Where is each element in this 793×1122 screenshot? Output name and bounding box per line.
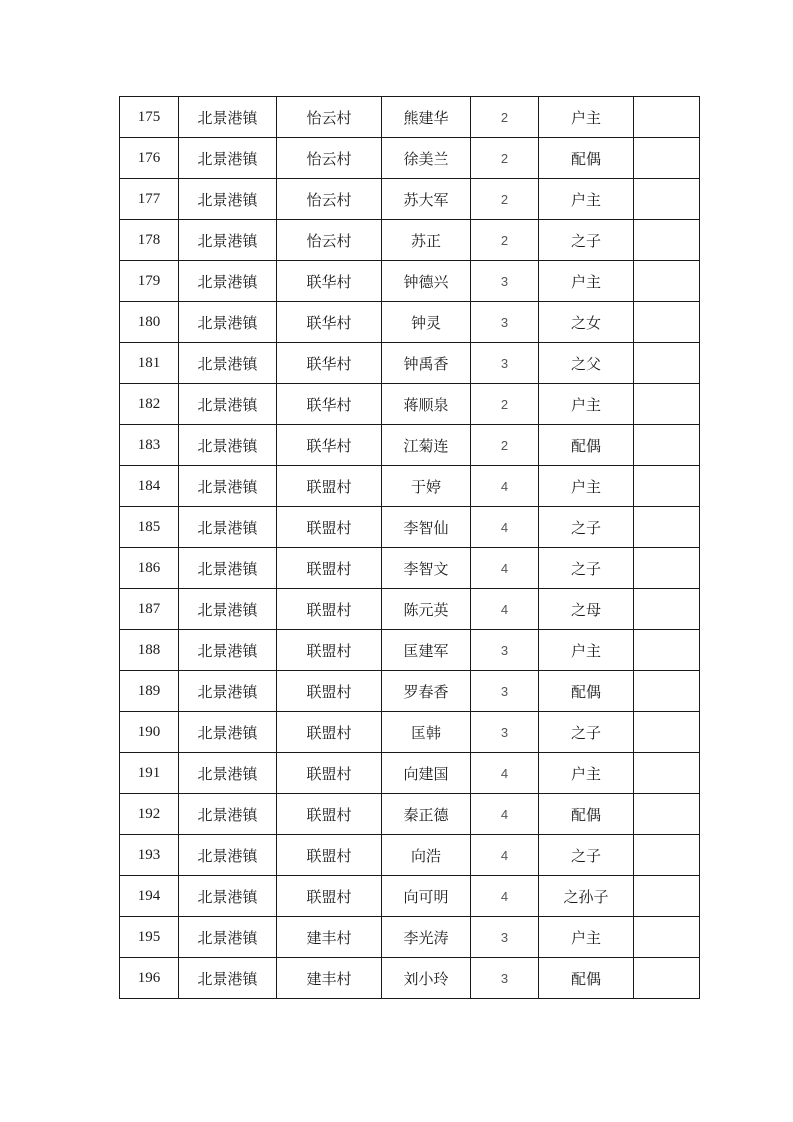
household-size-cell: 3 [471, 958, 539, 999]
row-number-cell: 184 [120, 466, 179, 507]
town-cell: 北景港镇 [179, 466, 277, 507]
village-cell: 联盟村 [277, 753, 382, 794]
note-cell [634, 343, 700, 384]
table-row [120, 630, 700, 671]
table-row [120, 220, 700, 261]
table-row [120, 343, 700, 384]
note-cell [634, 507, 700, 548]
table-row [120, 384, 700, 425]
table-row [120, 138, 700, 179]
note-cell [634, 466, 700, 507]
village-cell: 联盟村 [277, 630, 382, 671]
note-cell [634, 876, 700, 917]
person-name-cell: 江菊连 [382, 425, 471, 466]
village-cell: 联华村 [277, 261, 382, 302]
household-size-cell: 4 [471, 466, 539, 507]
person-name-cell: 蒋顺泉 [382, 384, 471, 425]
row-number-cell: 175 [120, 97, 179, 138]
row-number-cell: 180 [120, 302, 179, 343]
village-cell: 联华村 [277, 343, 382, 384]
relation-cell: 之子 [539, 548, 634, 589]
note-cell [634, 97, 700, 138]
relation-cell: 之子 [539, 220, 634, 261]
household-size-cell: 3 [471, 343, 539, 384]
village-cell: 联华村 [277, 425, 382, 466]
row-number-cell: 177 [120, 179, 179, 220]
relation-cell: 户主 [539, 261, 634, 302]
note-cell [634, 261, 700, 302]
table-row [120, 794, 700, 835]
note-cell [634, 835, 700, 876]
relation-cell: 户主 [539, 384, 634, 425]
person-name-cell: 李智文 [382, 548, 471, 589]
relation-cell: 户主 [539, 630, 634, 671]
village-cell: 怡云村 [277, 179, 382, 220]
relation-cell: 之女 [539, 302, 634, 343]
town-cell: 北景港镇 [179, 343, 277, 384]
relation-cell: 之母 [539, 589, 634, 630]
note-cell [634, 671, 700, 712]
table-row [120, 179, 700, 220]
relation-cell: 配偶 [539, 794, 634, 835]
town-cell: 北景港镇 [179, 589, 277, 630]
town-cell: 北景港镇 [179, 917, 277, 958]
table-row [120, 835, 700, 876]
village-cell: 联盟村 [277, 548, 382, 589]
note-cell [634, 630, 700, 671]
row-number-cell: 186 [120, 548, 179, 589]
person-name-cell: 李智仙 [382, 507, 471, 548]
table-row [120, 712, 700, 753]
person-name-cell: 钟禹香 [382, 343, 471, 384]
person-name-cell: 刘小玲 [382, 958, 471, 999]
village-cell: 联盟村 [277, 876, 382, 917]
table-row [120, 425, 700, 466]
row-number-cell: 196 [120, 958, 179, 999]
village-cell: 联盟村 [277, 589, 382, 630]
person-name-cell: 李光涛 [382, 917, 471, 958]
town-cell: 北景港镇 [179, 302, 277, 343]
table-row [120, 507, 700, 548]
row-number-cell: 193 [120, 835, 179, 876]
roster-body [120, 97, 700, 999]
row-number-cell: 182 [120, 384, 179, 425]
relation-cell: 之子 [539, 507, 634, 548]
note-cell [634, 138, 700, 179]
town-cell: 北景港镇 [179, 712, 277, 753]
relation-cell: 户主 [539, 753, 634, 794]
note-cell [634, 712, 700, 753]
household-size-cell: 3 [471, 302, 539, 343]
table-row [120, 917, 700, 958]
table-row [120, 876, 700, 917]
person-name-cell: 秦正德 [382, 794, 471, 835]
person-name-cell: 匡韩 [382, 712, 471, 753]
town-cell: 北景港镇 [179, 179, 277, 220]
table-row [120, 671, 700, 712]
person-name-cell: 陈元英 [382, 589, 471, 630]
household-size-cell: 4 [471, 794, 539, 835]
town-cell: 北景港镇 [179, 220, 277, 261]
household-size-cell: 4 [471, 835, 539, 876]
note-cell [634, 548, 700, 589]
table-row [120, 958, 700, 999]
row-number-cell: 194 [120, 876, 179, 917]
household-size-cell: 4 [471, 589, 539, 630]
row-number-cell: 188 [120, 630, 179, 671]
relation-cell: 之子 [539, 712, 634, 753]
table-row [120, 302, 700, 343]
village-cell: 怡云村 [277, 220, 382, 261]
village-cell: 建丰村 [277, 958, 382, 999]
row-number-cell: 189 [120, 671, 179, 712]
person-name-cell: 苏正 [382, 220, 471, 261]
person-name-cell: 向建国 [382, 753, 471, 794]
village-cell: 联盟村 [277, 671, 382, 712]
person-name-cell: 钟灵 [382, 302, 471, 343]
relation-cell: 配偶 [539, 671, 634, 712]
relation-cell: 户主 [539, 97, 634, 138]
town-cell: 北景港镇 [179, 261, 277, 302]
town-cell: 北景港镇 [179, 425, 277, 466]
table-row [120, 261, 700, 302]
person-name-cell: 匡建军 [382, 630, 471, 671]
note-cell [634, 917, 700, 958]
town-cell: 北景港镇 [179, 835, 277, 876]
town-cell: 北景港镇 [179, 671, 277, 712]
household-size-cell: 4 [471, 753, 539, 794]
relation-cell: 户主 [539, 179, 634, 220]
person-name-cell: 于婷 [382, 466, 471, 507]
village-cell: 联华村 [277, 302, 382, 343]
household-size-cell: 2 [471, 97, 539, 138]
roster-table [119, 96, 700, 999]
row-number-cell: 185 [120, 507, 179, 548]
relation-cell: 配偶 [539, 425, 634, 466]
household-size-cell: 2 [471, 179, 539, 220]
relation-cell: 配偶 [539, 958, 634, 999]
note-cell [634, 753, 700, 794]
relation-cell: 户主 [539, 466, 634, 507]
village-cell: 联盟村 [277, 712, 382, 753]
note-cell [634, 589, 700, 630]
town-cell: 北景港镇 [179, 138, 277, 179]
town-cell: 北景港镇 [179, 384, 277, 425]
table-row [120, 466, 700, 507]
row-number-cell: 176 [120, 138, 179, 179]
town-cell: 北景港镇 [179, 876, 277, 917]
household-size-cell: 4 [471, 507, 539, 548]
row-number-cell: 192 [120, 794, 179, 835]
village-cell: 联盟村 [277, 466, 382, 507]
household-size-cell: 4 [471, 548, 539, 589]
person-name-cell: 徐美兰 [382, 138, 471, 179]
village-cell: 联华村 [277, 384, 382, 425]
note-cell [634, 220, 700, 261]
row-number-cell: 190 [120, 712, 179, 753]
household-size-cell: 3 [471, 630, 539, 671]
town-cell: 北景港镇 [179, 97, 277, 138]
town-cell: 北景港镇 [179, 753, 277, 794]
note-cell [634, 794, 700, 835]
table-row [120, 753, 700, 794]
household-size-cell: 2 [471, 384, 539, 425]
town-cell: 北景港镇 [179, 507, 277, 548]
village-cell: 怡云村 [277, 97, 382, 138]
row-number-cell: 195 [120, 917, 179, 958]
note-cell [634, 179, 700, 220]
table-row [120, 97, 700, 138]
household-size-cell: 4 [471, 876, 539, 917]
person-name-cell: 熊建华 [382, 97, 471, 138]
row-number-cell: 191 [120, 753, 179, 794]
relation-cell: 之父 [539, 343, 634, 384]
relation-cell: 户主 [539, 917, 634, 958]
town-cell: 北景港镇 [179, 548, 277, 589]
person-name-cell: 向可明 [382, 876, 471, 917]
household-size-cell: 3 [471, 712, 539, 753]
row-number-cell: 181 [120, 343, 179, 384]
note-cell [634, 958, 700, 999]
household-size-cell: 3 [471, 261, 539, 302]
table-row [120, 589, 700, 630]
town-cell: 北景港镇 [179, 794, 277, 835]
row-number-cell: 178 [120, 220, 179, 261]
person-name-cell: 向浩 [382, 835, 471, 876]
village-cell: 联盟村 [277, 507, 382, 548]
relation-cell: 之孙子 [539, 876, 634, 917]
person-name-cell: 罗春香 [382, 671, 471, 712]
row-number-cell: 183 [120, 425, 179, 466]
relation-cell: 之子 [539, 835, 634, 876]
person-name-cell: 钟德兴 [382, 261, 471, 302]
household-size-cell: 2 [471, 220, 539, 261]
village-cell: 联盟村 [277, 835, 382, 876]
village-cell: 建丰村 [277, 917, 382, 958]
row-number-cell: 187 [120, 589, 179, 630]
note-cell [634, 384, 700, 425]
household-size-cell: 3 [471, 671, 539, 712]
household-size-cell: 2 [471, 425, 539, 466]
person-name-cell: 苏大军 [382, 179, 471, 220]
note-cell [634, 425, 700, 466]
table-row [120, 548, 700, 589]
household-size-cell: 2 [471, 138, 539, 179]
household-size-cell: 3 [471, 917, 539, 958]
town-cell: 北景港镇 [179, 958, 277, 999]
relation-cell: 配偶 [539, 138, 634, 179]
village-cell: 怡云村 [277, 138, 382, 179]
note-cell [634, 302, 700, 343]
village-cell: 联盟村 [277, 794, 382, 835]
row-number-cell: 179 [120, 261, 179, 302]
town-cell: 北景港镇 [179, 630, 277, 671]
